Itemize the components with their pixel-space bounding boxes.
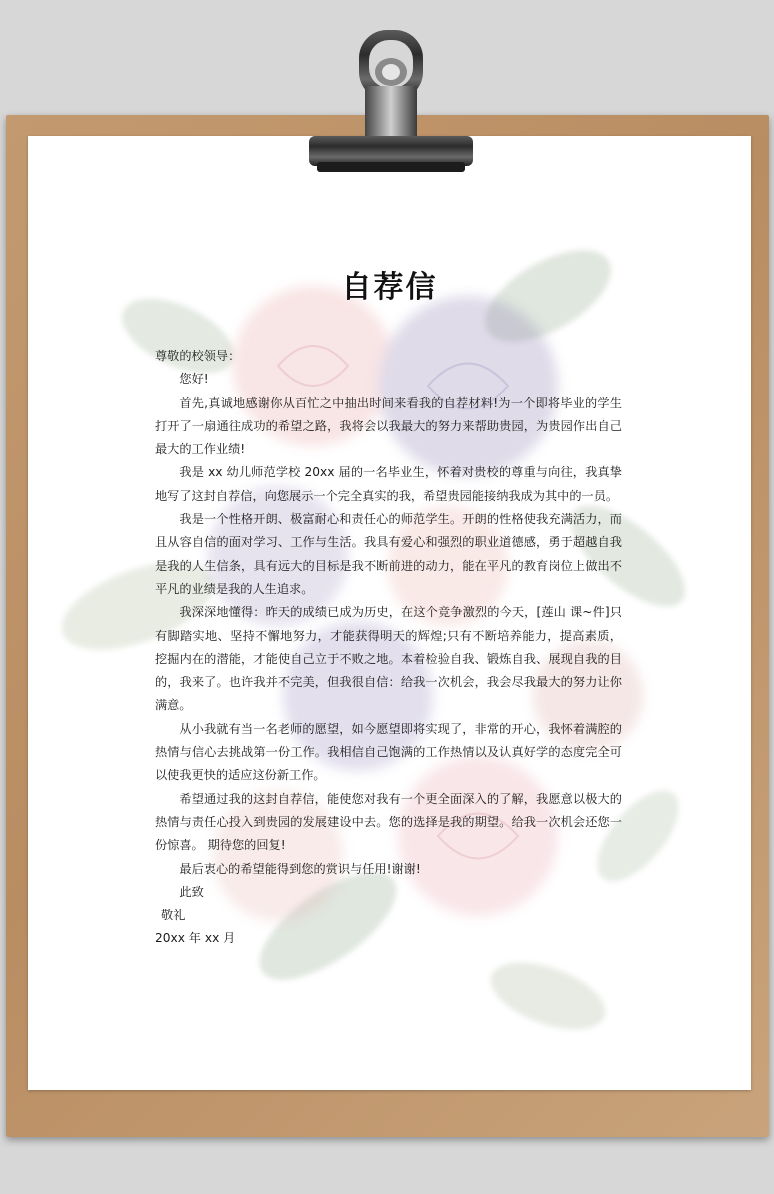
paragraph-1: 首先,真诚地感谢你从百忙之中抽出时间来看我的自荐材料!为一个即将毕业的学生打开了一扇通往成功的希望之路，我将会以我最大的努力来帮助贵园，为贵园作出自己最大的工作业绩! [155, 395, 622, 457]
binder-clip-icon [307, 28, 475, 176]
page-title: 自荐信 [341, 270, 438, 305]
paragraph-6: 希望通过我的这封自荐信，能使您对我有一个更全面深入的了解，我愿意以极大的热情与责任心投入到贵园的发展建设中去。您的选择是我的期望。给我一次机会还您一份惊喜。 期待您的回复! [155, 791, 622, 853]
paragraph-2: 我是 xx 幼儿师范学校 20xx 届的一名毕业生，怀着对贵校的尊重与向往，我真挚地写了这封自荐信，向您展示一个完全真实的我，希望贵园能接纳我成为其中的一员。 [155, 465, 622, 503]
letter-body [155, 345, 622, 951]
closing: 此致 [179, 884, 204, 899]
date: 20xx 年 xx 月 [155, 931, 236, 946]
paragraph-3: 我是一个性格开朗、极富耐心和责任心的师范学生。开朗的性格使我充满活力，而且从容自信的面对学习、工作与生活。我具有爱心和强烈的职业道德感，勇于超越自我是我的人生信条，具有远大的目标是我不断前进的动力，能在平凡的教育岗位上做出不平凡的业绩是我的人生追求。 [155, 512, 622, 596]
regards: 敬礼 [161, 908, 186, 923]
paragraph-4: 我深深地懂得：昨天的成绩已成为历史，在这个竞争激烈的今天，[莲山 课~件]只有脚踏实地、坚持不懈地努力，才能获得明天的辉煌;只有不断培养能力，提高素质，挖掘内在的潜能，才能使自己立于不败之地。本着检验自我、锻炼自我、展现自我的目的，我来了。也许我并不完美，但我很自信：给我一次机会，我会尽我最大的努力让你满意。 [155, 605, 622, 713]
paragraph-5: 从小我就有当一名老师的愿望，如今愿望即将实现了，非常的开心，我怀着满腔的热情与信心去挑战第一份工作。我相信自己饱满的工作热情以及认真好学的态度完全可以使我更快的适应这份新工作。 [155, 721, 622, 783]
salutation: 尊敬的校领导： [155, 349, 241, 363]
greeting: 您好! [179, 372, 209, 387]
paragraph-7: 最后衷心的希望能得到您的赏识与任用!谢谢! [179, 861, 421, 876]
